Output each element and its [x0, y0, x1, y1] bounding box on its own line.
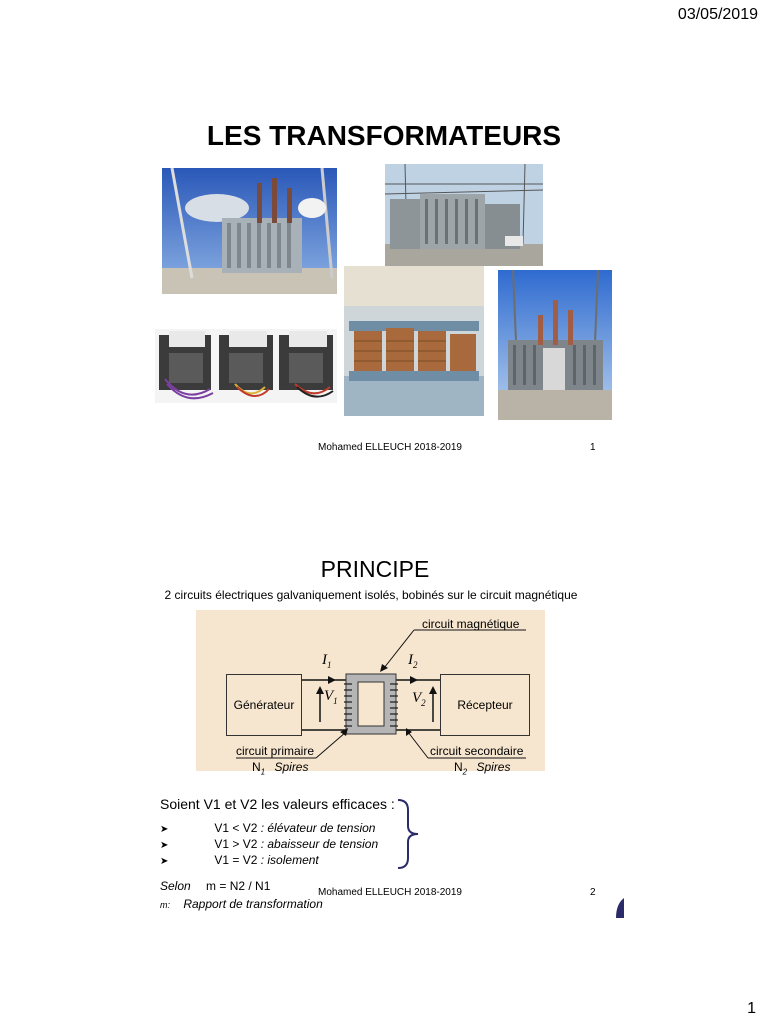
transformer-diagram	[196, 610, 545, 777]
bullet-arrow-icon: ➤	[160, 824, 169, 835]
label-i1: $I_1$	[322, 652, 332, 670]
label-i2: $I_2$	[408, 652, 418, 670]
bullet-isolement	[160, 853, 319, 867]
bullet-description: : élévateur de tension	[260, 821, 376, 835]
selon-label: Selon	[160, 879, 191, 893]
bullet-abaisseur	[160, 837, 378, 851]
label-circuit-magnetique: circuit magnétique	[422, 617, 520, 631]
slide-corner-mark-icon	[614, 898, 626, 918]
label-circuit-primaire: circuit primaire	[236, 744, 315, 758]
photo-dry-type-transformers	[344, 266, 484, 416]
bullet-relation: V1 = V2	[214, 853, 261, 867]
bullet-description: : isolement	[260, 853, 319, 867]
photo-small-transformers	[155, 329, 337, 403]
slide2-page-number: 2	[590, 887, 596, 898]
slide2-subtitle: 2 circuits électriques galvaniquement isolés, bobinés sur le circuit magnétique	[164, 588, 578, 602]
header-date: 03/05/2019	[677, 6, 758, 23]
selon-line	[160, 879, 270, 893]
bullet-arrow-icon: ➤	[160, 840, 169, 851]
label-circuit-secondaire: circuit secondaire	[430, 744, 524, 758]
document-page-number: 1	[747, 1000, 756, 1017]
bullet-relation: V1 > V2	[214, 837, 261, 851]
slide2-title: PRINCIPE	[320, 556, 430, 582]
label-v2: $V_2$	[412, 690, 426, 708]
photo-transformer-yard	[385, 164, 543, 266]
slide1-footer: Mohamed ELLEUCH 2018-2019	[318, 442, 462, 453]
slide1-page-number: 1	[590, 442, 596, 453]
ratio-formula: m = N2 / N1	[206, 879, 271, 893]
bullet-relation: V1 < V2	[214, 821, 261, 835]
bullet-description: : abaisseur de tension	[260, 837, 379, 851]
curly-brace-icon	[396, 798, 424, 870]
generator-label: Générateur	[233, 698, 295, 712]
receiver-box	[440, 674, 530, 736]
label-n1-spires: $N_1$ Spires	[252, 760, 309, 777]
label-n2-spires: $N_2$ Spires	[454, 760, 511, 777]
label-v1: $V_1$	[324, 688, 338, 706]
generator-box	[226, 674, 302, 736]
photo-high-voltage-substation	[498, 270, 612, 420]
m-definition	[160, 897, 323, 911]
slide1-title: LES TRANSFORMATEURS	[206, 120, 562, 151]
bullet-elevateur	[160, 821, 375, 835]
slide2-footer: Mohamed ELLEUCH 2018-2019	[318, 887, 462, 898]
m-description: Rapport de transformation	[183, 897, 323, 911]
receiver-label: Récepteur	[457, 698, 513, 712]
m-label: m:	[160, 900, 170, 910]
photo-substation-transformer	[162, 168, 337, 294]
soient-text: Soient V1 et V2 les valeurs efficaces :	[160, 796, 395, 812]
bullet-arrow-icon: ➤	[160, 856, 169, 867]
